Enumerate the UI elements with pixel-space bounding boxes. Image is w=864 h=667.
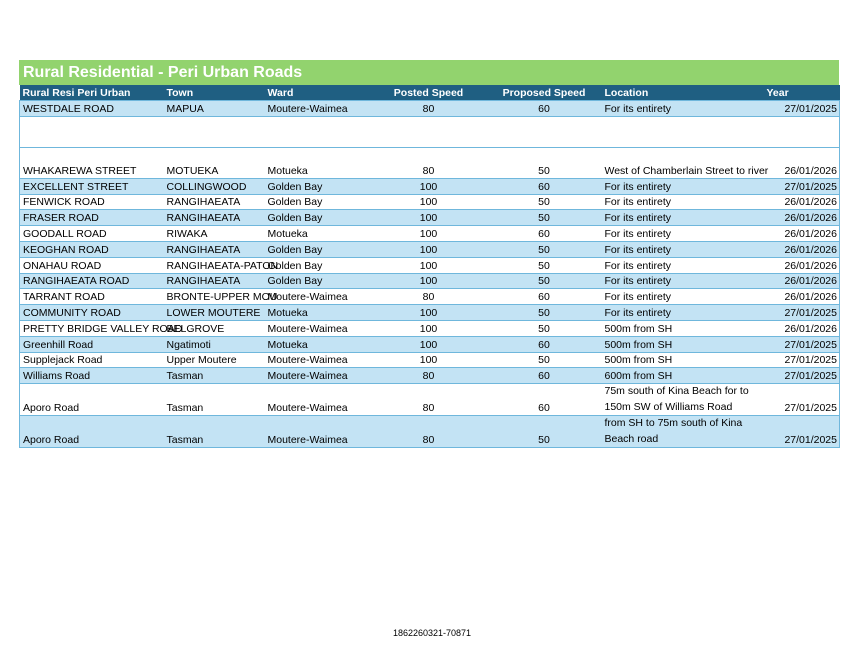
cell-posted-speed: 80 [371,289,487,305]
cell-town: RANGIHAEATA [164,194,265,210]
cell-proposed-speed: 60 [487,384,602,416]
cell-posted-speed: 100 [371,241,487,257]
cell-ward: Golden Bay [265,257,371,273]
cell-posted-speed: 100 [371,210,487,226]
cell-ward: Moutere-Waimea [265,368,371,384]
cell-ward: Golden Bay [265,210,371,226]
column-header-proposed-speed: Proposed Speed [487,85,602,101]
cell-ward: Golden Bay [265,241,371,257]
cell-location: 75m south of Kina Beach for to 150m SW of Williams Road [602,384,765,416]
cell-posted-speed: 100 [371,336,487,352]
cell-proposed-speed: 60 [487,101,602,117]
cell-road: Aporo Road [20,416,164,448]
cell-location: For its entirety [602,241,765,257]
column-header-year: Year [765,85,840,101]
cell-year: 26/01/2026 [765,147,840,178]
table-row [20,273,840,289]
cell-proposed-speed: 60 [487,226,602,242]
cell-road: COMMUNITY ROAD [20,305,164,321]
cell-year: 26/01/2026 [765,257,840,273]
cell-posted-speed: 80 [371,101,487,117]
cell-posted-speed [371,116,487,147]
cell-ward: Motueka [265,226,371,242]
cell-ward: Moutere-Waimea [265,384,371,416]
cell-proposed-speed: 50 [487,352,602,368]
cell-location: For its entirety [602,273,765,289]
cell-proposed-speed: 50 [487,305,602,321]
cell-year: 26/01/2026 [765,194,840,210]
cell-town: LOWER MOUTERE [164,305,265,321]
cell-town [164,116,265,147]
cell-posted-speed: 100 [371,257,487,273]
cell-proposed-speed: 60 [487,368,602,384]
table-row [20,289,840,305]
cell-town: MAPUA [164,101,265,117]
cell-ward: Moutere-Waimea [265,101,371,117]
cell-ward: Moutere-Waimea [265,416,371,448]
table-row [20,147,840,178]
cell-posted-speed: 100 [371,226,487,242]
document-id: 1862260321-70871 [392,628,472,638]
cell-location: For its entirety [602,226,765,242]
cell-road: EXCELLENT STREET [20,178,164,194]
cell-town: RANGIHAEATA [164,210,265,226]
cell-town: Ngatimoti [164,336,265,352]
cell-proposed-speed: 50 [487,241,602,257]
table-row [20,241,840,257]
cell-ward [265,116,371,147]
column-header-posted-speed: Posted Speed [371,85,487,101]
cell-location: from SH to 75m south of Kina Beach road [602,416,765,448]
cell-posted-speed: 100 [371,178,487,194]
column-header-location: Location [602,85,765,101]
cell-posted-speed: 80 [371,384,487,416]
cell-location: For its entirety [602,194,765,210]
cell-town: MOTUEKA [164,147,265,178]
table-row [20,320,840,336]
cell-ward: Motueka [265,336,371,352]
cell-proposed-speed: 50 [487,257,602,273]
cell-road: Williams Road [20,368,164,384]
cell-ward: Moutere-Waimea [265,320,371,336]
table-row [20,226,840,242]
cell-year: 26/01/2026 [765,226,840,242]
cell-posted-speed: 80 [371,416,487,448]
cell-road: KEOGHAN ROAD [20,241,164,257]
cell-proposed-speed: 50 [487,147,602,178]
cell-proposed-speed: 60 [487,289,602,305]
table-row [20,352,840,368]
sheet-title: Rural Residential - Peri Urban Roads [19,60,839,85]
cell-location: For its entirety [602,257,765,273]
spreadsheet-table-region [19,60,839,448]
cell-year [765,116,840,147]
cell-posted-speed: 80 [371,368,487,384]
cell-ward: Moutere-Waimea [265,352,371,368]
cell-posted-speed: 100 [371,273,487,289]
column-header-road: Rural Resi Peri Urban [20,85,164,101]
cell-location: For its entirety [602,289,765,305]
cell-year: 27/01/2025 [765,101,840,117]
cell-ward: Golden Bay [265,273,371,289]
cell-road: Supplejack Road [20,352,164,368]
table-row [20,416,840,448]
cell-year: 27/01/2025 [765,384,840,416]
cell-posted-speed: 100 [371,305,487,321]
cell-proposed-speed: 50 [487,273,602,289]
cell-ward: Moutere-Waimea [265,289,371,305]
table-row [20,116,840,147]
cell-year: 26/01/2026 [765,241,840,257]
cell-year: 27/01/2025 [765,368,840,384]
cell-year: 27/01/2025 [765,178,840,194]
cell-road: Greenhill Road [20,336,164,352]
cell-location: For its entirety [602,305,765,321]
cell-year: 27/01/2025 [765,305,840,321]
table-row [20,101,840,117]
cell-posted-speed: 80 [371,147,487,178]
table-row [20,178,840,194]
cell-proposed-speed [487,116,602,147]
cell-road: WESTDALE ROAD [20,101,164,117]
cell-ward: Motueka [265,147,371,178]
cell-location: 500m from SH [602,320,765,336]
table-row [20,305,840,321]
cell-town: Tasman [164,384,265,416]
cell-road: PRETTY BRIDGE VALLEY ROAD [20,320,164,336]
table-row [20,194,840,210]
cell-town: RANGIHAEATA-PATON [164,257,265,273]
table-row [20,210,840,226]
cell-posted-speed: 100 [371,320,487,336]
cell-road [20,116,164,147]
cell-road: WHAKAREWA STREET [20,147,164,178]
cell-road: Aporo Road [20,384,164,416]
cell-town: Upper Moutere [164,352,265,368]
cell-year: 27/01/2025 [765,416,840,448]
column-header-ward: Ward [265,85,371,101]
table-row [20,368,840,384]
table-body [20,101,840,448]
cell-year: 27/01/2025 [765,336,840,352]
cell-posted-speed: 100 [371,194,487,210]
cell-proposed-speed: 60 [487,336,602,352]
cell-proposed-speed: 50 [487,194,602,210]
cell-location: For its entirety [602,101,765,117]
cell-proposed-speed: 60 [487,178,602,194]
cell-location: 500m from SH [602,336,765,352]
cell-proposed-speed: 50 [487,416,602,448]
cell-ward: Golden Bay [265,178,371,194]
table-row [20,257,840,273]
column-header-town: Town [164,85,265,101]
cell-town: COLLINGWOOD [164,178,265,194]
cell-road: GOODALL ROAD [20,226,164,242]
table-row [20,336,840,352]
cell-road: RANGIHAEATA ROAD [20,273,164,289]
cell-town: RIWAKA [164,226,265,242]
cell-year: 26/01/2026 [765,289,840,305]
cell-location: West of Chamberlain Street to river [602,147,765,178]
cell-town: RANGIHAEATA [164,241,265,257]
cell-location: For its entirety [602,210,765,226]
cell-ward: Golden Bay [265,194,371,210]
cell-road: TARRANT ROAD [20,289,164,305]
cell-town: BELGROVE [164,320,265,336]
table-row [20,384,840,416]
cell-year: 26/01/2026 [765,320,840,336]
cell-year: 26/01/2026 [765,273,840,289]
roads-table [19,85,840,448]
cell-location: 600m from SH [602,368,765,384]
cell-proposed-speed: 50 [487,320,602,336]
cell-town: BRONTE-UPPER MOU [164,289,265,305]
cell-ward: Motueka [265,305,371,321]
cell-proposed-speed: 50 [487,210,602,226]
cell-year: 27/01/2025 [765,352,840,368]
cell-town: Tasman [164,416,265,448]
cell-town: Tasman [164,368,265,384]
cell-road: FRASER ROAD [20,210,164,226]
cell-year: 26/01/2026 [765,210,840,226]
cell-road: ONAHAU ROAD [20,257,164,273]
cell-town: RANGIHAEATA [164,273,265,289]
header-row [20,85,840,101]
cell-location: 500m from SH [602,352,765,368]
cell-posted-speed: 100 [371,352,487,368]
cell-location [602,116,765,147]
cell-location: For its entirety [602,178,765,194]
cell-road: FENWICK ROAD [20,194,164,210]
